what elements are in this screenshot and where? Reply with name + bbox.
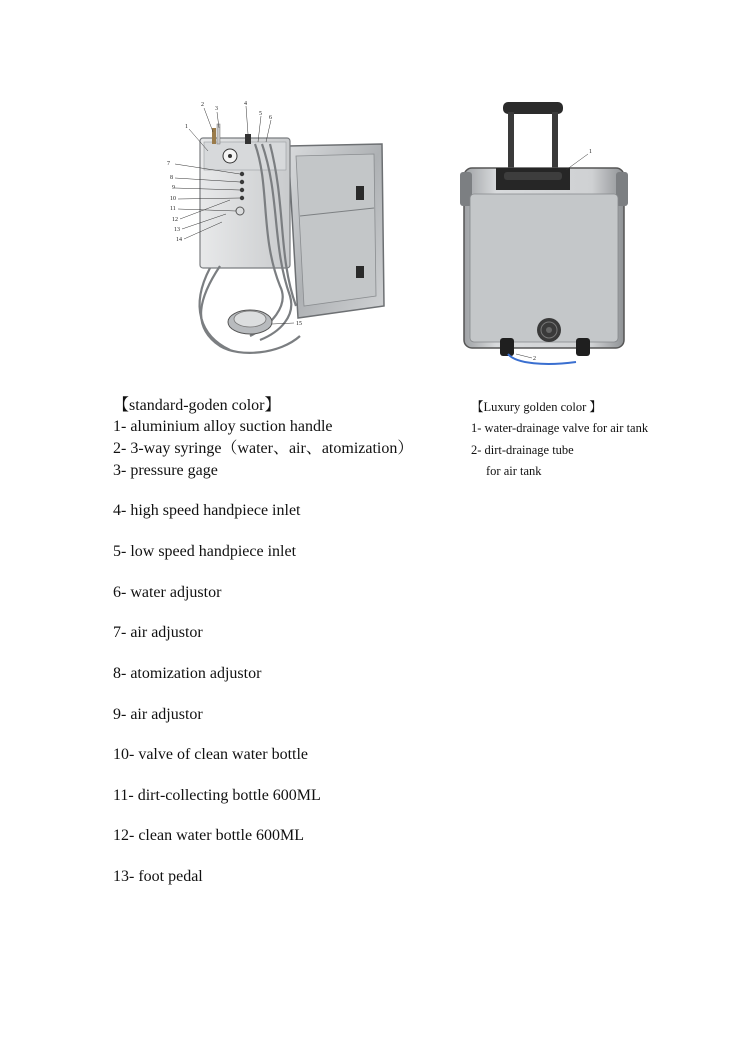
list-item: 2- dirt-drainage tube [471,443,574,457]
list-item: 10- valve of clean water bottle [113,746,309,763]
list-item: 12- clean water bottle 600ML [113,827,305,844]
callout-7: 7 [167,161,170,167]
list-item: 1- water-drainage valve for air tank [471,421,649,435]
callout-luxury-1: 1 [589,149,592,155]
callout-8: 8 [170,175,173,181]
list-item: 2- 3-way syringe（water、air、atomization） [113,440,414,457]
list-item: 6- water adjustor [113,584,222,601]
callout-4: 4 [244,101,247,107]
callout-3: 3 [215,106,218,112]
list-item: 13- foot pedal [113,868,203,885]
callout-5: 5 [259,111,262,117]
callout-10: 10 [170,196,176,202]
list-item: 4- high speed handpiece inlet [113,502,301,519]
callout-14: 14 [176,237,182,243]
list-item: for air tank [486,464,542,478]
luxury-heading: 【Luxury golden color 】 [471,400,602,414]
callout-2: 2 [201,102,204,108]
callout-luxury-2: 2 [533,356,536,362]
luxury-unit-figure [456,98,632,368]
list-item: 5- low speed handpiece inlet [113,543,297,560]
callout-1: 1 [185,124,188,130]
standard-unit-figure [160,96,390,362]
callout-15: 15 [296,321,302,327]
callout-12: 12 [172,217,178,223]
list-item: 3- pressure gage [113,462,218,479]
callout-9: 9 [172,185,175,191]
list-item: 9- air adjustor [113,706,203,723]
callout-6: 6 [269,115,272,121]
standard-heading: 【standard-goden color】 [113,397,281,414]
callout-11: 11 [170,206,176,212]
list-item: 8- atomization adjustor [113,665,262,682]
list-item: 11- dirt-collecting bottle 600ML [113,787,321,804]
callout-13: 13 [174,227,180,233]
list-item: 1- aluminium alloy suction handle [113,418,333,435]
list-item: 7- air adjustor [113,624,203,641]
